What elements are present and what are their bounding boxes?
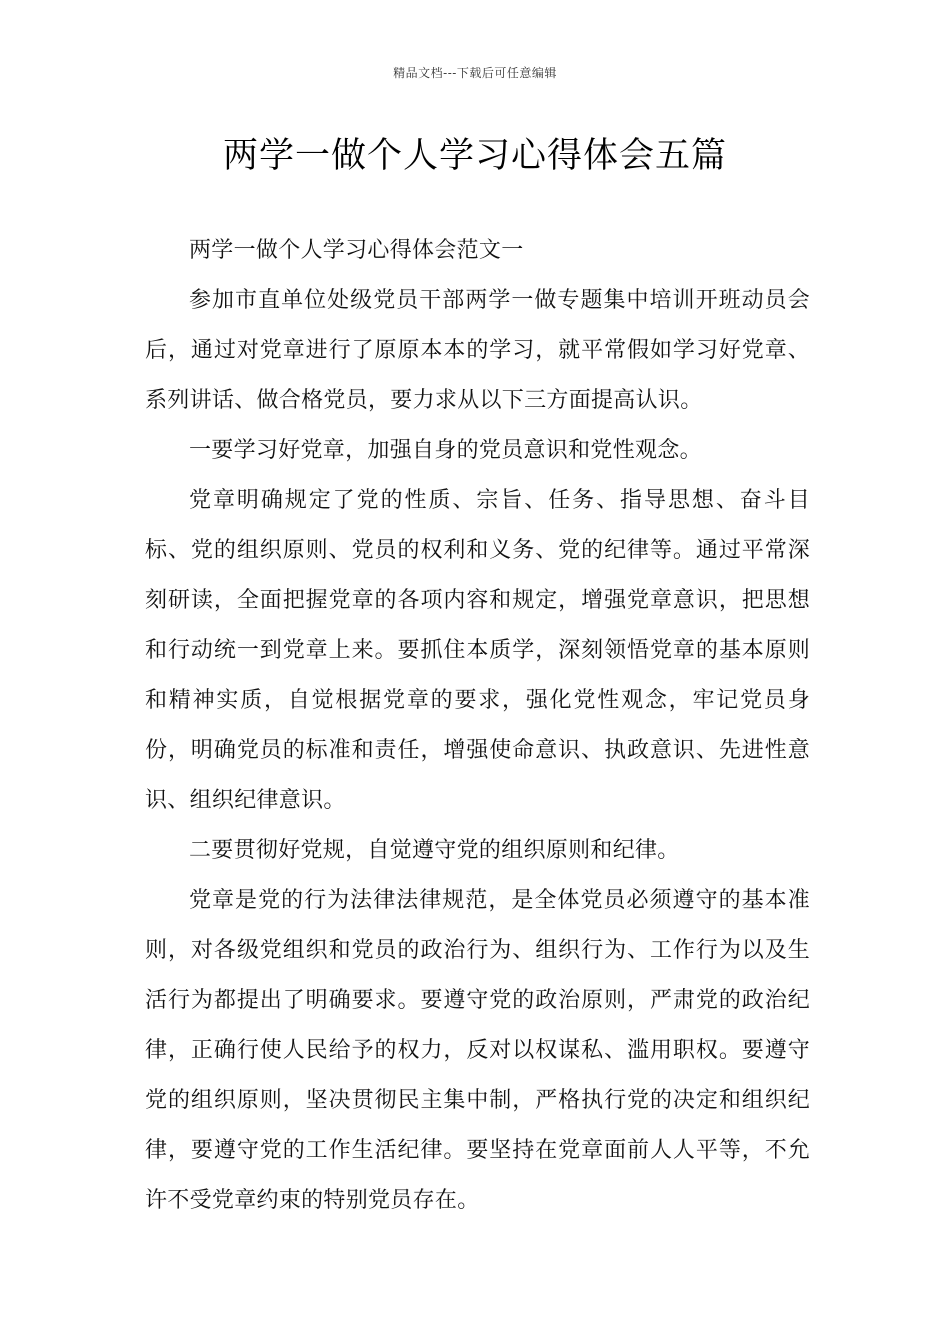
page-header-watermark: 精品文档---下载后可任意编辑	[393, 66, 557, 80]
document-title: 两学一做个人学习心得体会五篇	[222, 136, 727, 176]
subsection-heading: 一要学习好党章，加强自身的党员意识和党性观念。	[189, 438, 702, 463]
body-paragraph: 党章是党的行为法律法律规范，是全体党员必须遵守的基本准则，对各级党组织和党员的政治行为、组织行为、工作行为以及生活行为都提出了明确要求。要遵守党的政治原则，严肃党的政治纪律，正确行使人民给予的权力，反对以权谋私、滥用职权。要遵守党的组织原则，坚决贯彻民主集中制，严格执行党的决定和组织纪律，要遵守党的工作生活纪律。要坚持在党章面前人人平等，不允许不受党章约束的特别党员存在。	[145, 888, 810, 1213]
body-paragraph: 参加市直单位处级党员干部两学一做专题集中培训开班动员会后，通过对党章进行了原原本本的学习，就平常假如学习好党章、系列讲话、做合格党员，要力求从以下三方面提高认识。	[145, 288, 810, 413]
subsection-heading: 二要贯彻好党规，自觉遵守党的组织原则和纪律。	[189, 838, 680, 863]
body-paragraph: 党章明确规定了党的性质、宗旨、任务、指导思想、奋斗目标、党的组织原则、党员的权利和义务、党的纪律等。通过平常深刻研读，全面把握党章的各项内容和规定，增强党章意识，把思想和行动统一到党章上来。要抓住本质学，深刻领悟党章的基本原则和精神实质，自觉根据党章的要求，强化党性观念，牢记党员身份，明确党员的标准和责任，增强使命意识、执政意识、先进性意识、组织纪律意识。	[145, 488, 810, 813]
section-heading: 两学一做个人学习心得体会范文一	[189, 238, 524, 263]
document-body	[145, 226, 810, 1226]
